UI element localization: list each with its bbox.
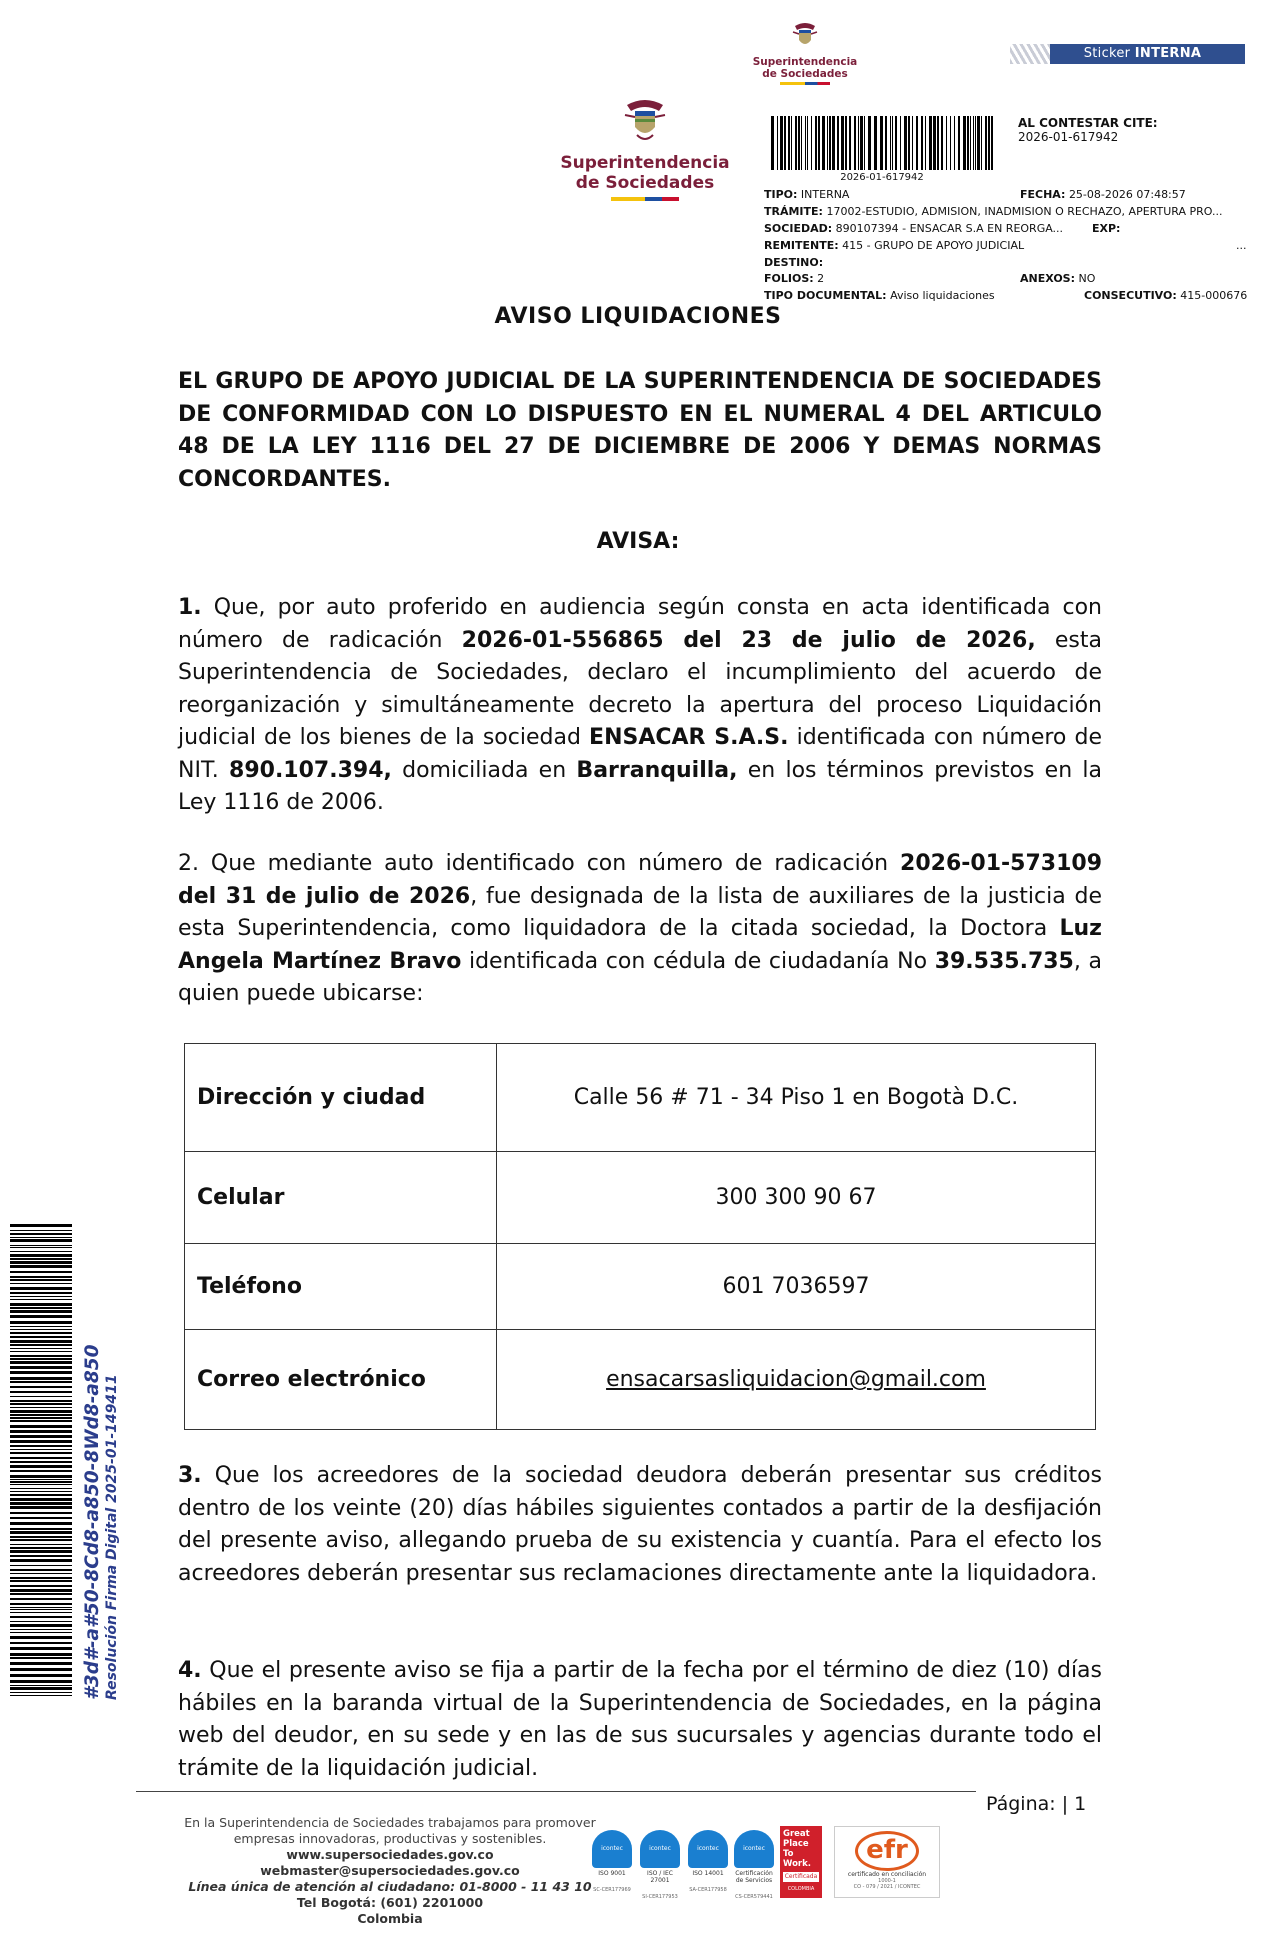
table-label: Teléfono: [185, 1244, 497, 1330]
page-number: Página: | 1: [986, 1793, 1087, 1815]
signature-hash: #3d#-a#50-8Cd8-a850-8Wd8-a850: [82, 1344, 103, 1700]
footer-country: Colombia: [357, 1911, 423, 1926]
paragraph-2: 2. Que mediante auto identificado con número de radicación 2026-01-573109 del 31 de julio de 2026, fue designada de la lista de auxiliares de la justicia de esta Superintendencia, como liquidadora de la citada sociedad, la Doctora Luz Angela Martínez Bravo identificada con cédula de ciudadanía No 39.535.735, a quien puede ubicarse:: [178, 851, 1102, 1006]
meta-folios: FOLIOS: 2: [764, 272, 825, 285]
icontec-cert-icon: icontec ISO 14001 SA-CER177958: [688, 1830, 728, 1902]
logo-small-line2: de Sociedades: [762, 68, 848, 80]
table-label: Correo electrónico: [185, 1330, 497, 1430]
table-label: Celular: [185, 1152, 497, 1244]
barcode: [771, 116, 993, 183]
icontec-cert-icon: icontec ISO / IEC 27001 SI-CER177953: [640, 1830, 680, 1902]
flag-stripe: [780, 82, 830, 85]
meta-fecha: FECHA: 25-08-2026 07:48:57: [1020, 188, 1186, 201]
contact-table: [184, 1043, 1096, 1430]
footer-line2: empresas innovadoras, productivas y sostenibles.: [233, 1831, 547, 1846]
sticker-stripes-icon: [1010, 44, 1050, 64]
logo-small: [745, 20, 865, 85]
side-barcode-icon: [10, 1224, 72, 1696]
cite-block: [1018, 116, 1158, 144]
meta-tramite: TRÁMITE: 17002-ESTUDIO, ADMISION, INADMISION O RECHAZO, APERTURA PRO...: [764, 205, 1223, 218]
footer-divider: [136, 1791, 976, 1792]
sticker-prefix: Sticker: [1083, 46, 1131, 61]
paragraph-3: 3. Que los acreedores de la sociedad deudora deberán presentar sus créditos dentro de los veinte (20) días hábiles siguientes contados a partir de la desfijación del presente aviso, allegando prueba de su existencia y cuantía. Para el efecto los acreedores deberán presentar sus reclamaciones directamente ante la liquidadora.: [178, 1463, 1102, 1586]
meta-remitente-tail: ...: [1236, 239, 1247, 252]
footer-text: [180, 1815, 600, 1927]
table-row: [185, 1330, 1096, 1430]
icontec-cert-icon: icontec ISO 9001 SC-CER177969: [592, 1830, 632, 1902]
document-title: AVISO LIQUIDACIONES: [494, 304, 782, 329]
avisa-heading: AVISA:: [596, 529, 680, 554]
meta-sociedad: SOCIEDAD: 890107394 - ENSACAR S.A EN REORGA...: [764, 222, 1064, 235]
email-link[interactable]: ensacarsasliquidacion@gmail.com: [606, 1367, 986, 1392]
logo-small-line1: Superintendencia: [752, 56, 858, 68]
footer-email: webmaster@supersociedades.gov.co: [260, 1863, 520, 1878]
barcode-number: 2026-01-617942: [840, 172, 924, 183]
efr-cert-badge: efr certificado en conciliación 1000-1 CO - 079 / 2021 / ICONTEC: [834, 1826, 940, 1898]
table-row: [185, 1044, 1096, 1152]
table-row: [185, 1244, 1096, 1330]
barcode-icon: [771, 116, 993, 170]
coat-of-arms-icon: [623, 95, 667, 145]
table-row: [185, 1152, 1096, 1244]
meta-remitente: REMITENTE: 415 - GRUPO DE APOYO JUDICIAL: [764, 239, 1025, 252]
sticker-label: INTERNA: [1134, 46, 1202, 61]
logo-main-line2: de Sociedades: [575, 173, 715, 193]
sticker-badge: [1010, 44, 1245, 64]
cite-value: 2026-01-617942: [1018, 130, 1119, 144]
footer-web: www.supersociedades.gov.co: [286, 1847, 494, 1862]
meta-anexos: ANEXOS: NO: [1020, 272, 1096, 285]
cite-label: AL CONTESTAR CITE:: [1018, 116, 1158, 130]
table-value: 601 7036597: [497, 1244, 1096, 1330]
footer-line1: En la Superintendencia de Sociedades trabajamos para promover: [184, 1815, 596, 1830]
table-label: Dirección y ciudad: [185, 1044, 497, 1152]
logo-main: [560, 95, 730, 201]
signature-resolution: Resolución Firma Digital 2025-01-149411: [104, 1374, 120, 1700]
footer-linea: Línea única de atención al ciudadano: 01-8000 - 11 43 10: [188, 1879, 592, 1894]
flag-stripe: [611, 197, 679, 201]
meta-destino: DESTINO:: [764, 256, 824, 269]
footer-tel: Tel Bogotá: (601) 2201000: [296, 1895, 484, 1910]
table-value: 300 300 90 67: [497, 1152, 1096, 1244]
paragraph-1: 1. Que, por auto proferido en audiencia según consta en acta identificada con número de radicación 2026-01-556865 del 23 de julio de 2026, esta Superintendencia de Sociedades, declaro el incumplimiento del acuerdo de reorganización y simultáneamente decreto la apertura del proceso Liquidación judicial de los bienes de la sociedad ENSACAR S.A.S. identificada con número de NIT. 890.107.394, domiciliada en Barranquilla, en los términos previstos en la Ley 1116 de 2006.: [178, 595, 1102, 815]
logo-main-line1: Superintendencia: [560, 153, 730, 173]
meta-tipo-documental: TIPO DOCUMENTAL: Aviso liquidaciones: [764, 289, 995, 302]
great-place-to-work-badge: Great Place To Work. Certificada COLOMBIA: [780, 1826, 822, 1898]
coat-of-arms-icon: [791, 20, 819, 52]
meta-consecutivo: CONSECUTIVO: 415-000676: [1084, 289, 1248, 302]
icontec-cert-icon: icontec Certificación de Servicios CS-CER579441: [734, 1830, 774, 1902]
meta-exp: EXP:: [1092, 222, 1121, 235]
paragraph-4: 4. Que el presente aviso se fija a partir de la fecha por el término de diez (10) días hábiles en la baranda virtual de la Superintendencia de Sociedades, en la página web del deudor, en su sede y en las de sus sucursales y agencias durante todo el trámite de la liquidación judicial.: [178, 1658, 1102, 1781]
digital-signature-stamp: [82, 1344, 121, 1700]
meta-tipo: TIPO: INTERNA: [764, 188, 850, 201]
intro-paragraph: EL GRUPO DE APOYO JUDICIAL DE LA SUPERINTENDENCIA DE SOCIEDADES DE CONFORMIDAD CON LO DISPUESTO EN EL NUMERAL 4 DEL ARTICULO 48 DE LA LEY 1116 DEL 27 DE DICIEMBRE DE 2006 Y DEMAS NORMAS CONCORDANTES.: [178, 369, 1102, 492]
table-value: Calle 56 # 71 - 34 Piso 1 en Bogotà D.C.: [497, 1044, 1096, 1152]
